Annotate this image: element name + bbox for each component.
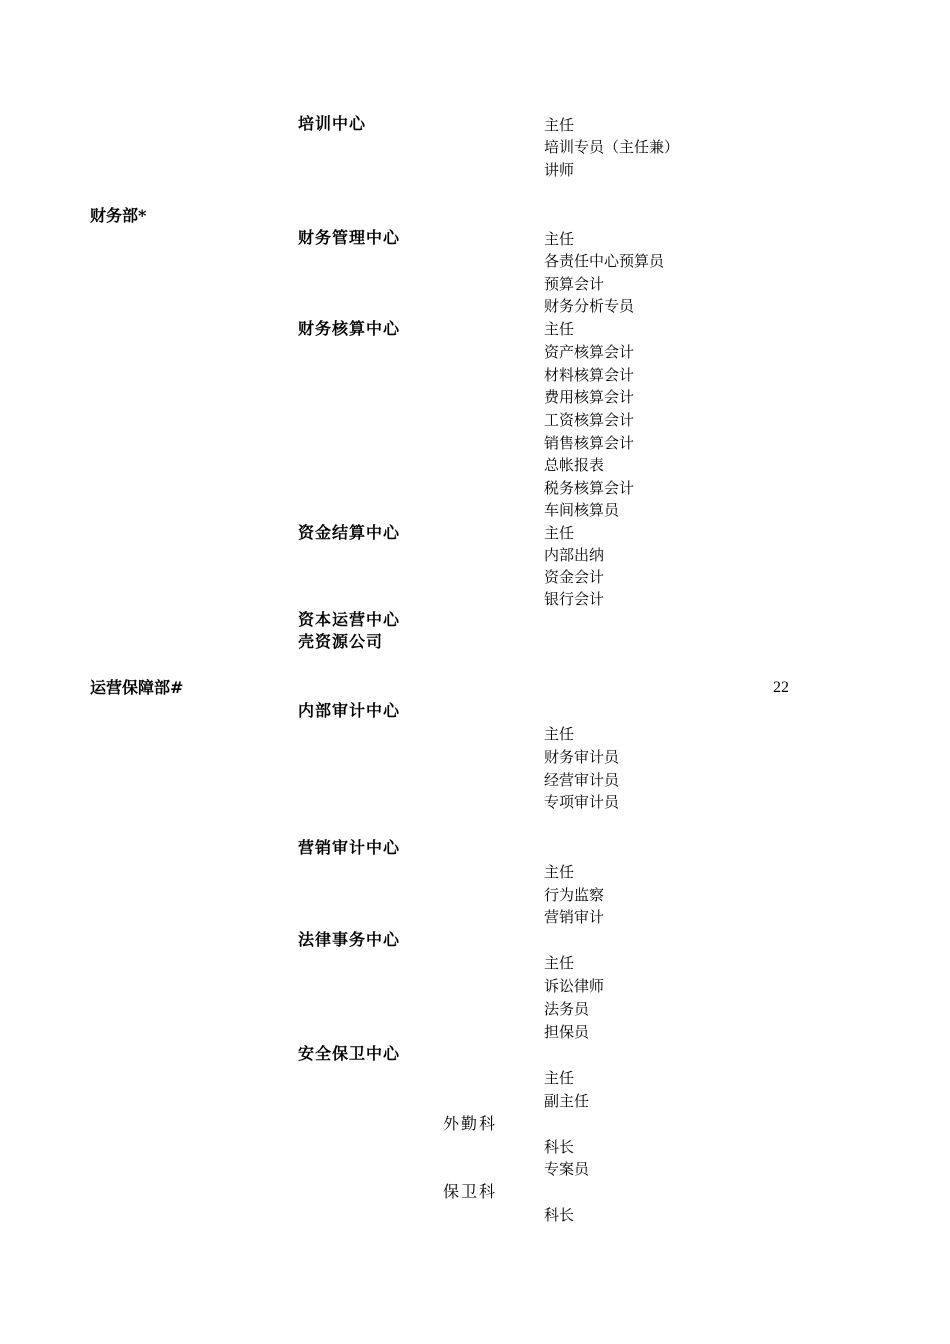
department-label: 运营保障部#: [90, 678, 184, 697]
center-label: 壳资源公司: [298, 632, 384, 651]
role-label: 诉讼律师: [544, 977, 605, 995]
department-label: 财务部*: [90, 206, 147, 225]
center-label: 营销审计中心: [298, 838, 401, 857]
center-label: 财务管理中心: [298, 228, 401, 247]
role-label: 资产核算会计: [544, 343, 635, 361]
role-label: 主任: [544, 863, 575, 881]
center-label: 培训中心: [298, 114, 367, 133]
role-label: 行为监察: [544, 886, 605, 904]
role-label: 担保员: [544, 1023, 590, 1041]
unit-label: 外勤科: [443, 1114, 498, 1133]
center-label: 财务核算中心: [298, 319, 401, 338]
role-label: 内部出纳: [544, 546, 605, 564]
role-label: 主任: [544, 524, 575, 542]
role-label: 营销审计: [544, 908, 605, 926]
role-label: 科长: [544, 1138, 575, 1156]
role-label: 材料核算会计: [544, 366, 635, 384]
role-label: 主任: [544, 1069, 575, 1087]
center-label: 资本运营中心: [298, 610, 401, 629]
role-label: 专案员: [544, 1160, 590, 1178]
role-label: 费用核算会计: [544, 388, 635, 406]
unit-label: 保卫科: [443, 1182, 498, 1201]
role-label: 财务分析专员: [544, 297, 635, 315]
count-value: 22: [773, 679, 789, 696]
role-label: 科长: [544, 1206, 575, 1224]
role-label: 总帐报表: [544, 456, 605, 474]
role-label: 银行会计: [544, 590, 605, 608]
role-label: 培训专员（主任兼）: [544, 138, 680, 156]
role-label: 车间核算员: [544, 501, 620, 519]
center-label: 法律事务中心: [298, 930, 401, 949]
role-label: 主任: [544, 725, 575, 743]
role-label: 副主任: [544, 1092, 590, 1110]
role-label: 法务员: [544, 1000, 590, 1018]
role-label: 主任: [544, 954, 575, 972]
role-label: 工资核算会计: [544, 411, 635, 429]
role-label: 财务审计员: [544, 748, 620, 766]
center-label: 内部审计中心: [298, 701, 401, 720]
role-label: 预算会计: [544, 275, 605, 293]
role-label: 税务核算会计: [544, 479, 635, 497]
role-label: 各责任中心预算员: [544, 252, 665, 270]
center-label: 安全保卫中心: [298, 1044, 401, 1063]
role-label: 资金会计: [544, 568, 605, 586]
center-label: 资金结算中心: [298, 523, 401, 542]
role-label: 专项审计员: [544, 793, 620, 811]
role-label: 经营审计员: [544, 771, 620, 789]
role-label: 主任: [544, 320, 575, 338]
role-label: 主任: [544, 116, 575, 134]
role-label: 主任: [544, 230, 575, 248]
role-label: 讲师: [544, 161, 575, 179]
role-label: 销售核算会计: [544, 434, 635, 452]
